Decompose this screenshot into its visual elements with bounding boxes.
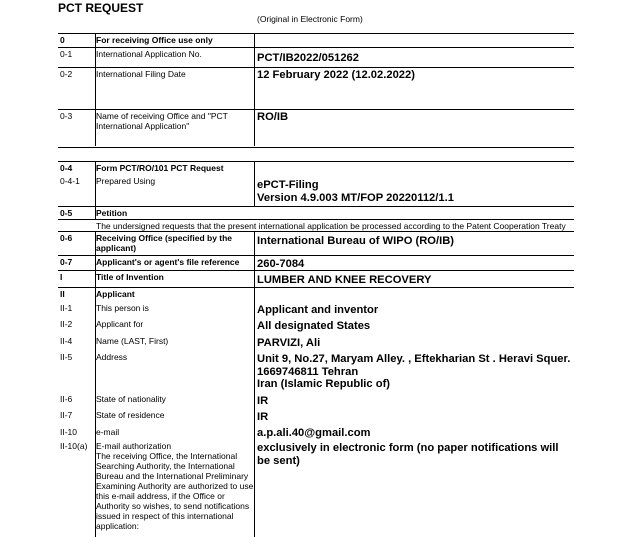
row-0-2 bbox=[58, 67, 574, 110]
column-divider bbox=[95, 231, 96, 537]
row-label: Form PCT/RO/101 PCT Request bbox=[96, 163, 224, 173]
row-number: II-10(a) bbox=[60, 441, 88, 451]
row-number: II-10 bbox=[60, 427, 78, 437]
prepared-using-value: ePCT-Filing Version 4.9.003 MT/FOP 20220112/1.1 bbox=[257, 179, 454, 204]
row-label: Applicant for bbox=[96, 319, 144, 329]
international-application-number: PCT/IB2022/051262 bbox=[257, 52, 359, 64]
applicant-role: Applicant and inventor bbox=[257, 304, 379, 316]
email-authorization-value: exclusively in electronic form (no paper notifications will be sent) bbox=[257, 442, 559, 467]
row-label: Title of Invention bbox=[96, 272, 164, 282]
applicant-email: a.p.ali.40@gmail.com bbox=[257, 427, 371, 439]
row-II-1 bbox=[58, 302, 574, 318]
petition-text: The undersigned requests that the present international application be processed according to the Patent Cooperation Treaty bbox=[96, 221, 566, 231]
row-number: 0-7 bbox=[60, 257, 73, 267]
row-label: Name (LAST, First) bbox=[96, 336, 169, 346]
row-II-6 bbox=[58, 393, 574, 410]
international-filing-date: 12 February 2022 (12.02.2022) bbox=[257, 69, 415, 81]
row-label: For receiving Office use only bbox=[96, 35, 213, 45]
row-label: Applicant bbox=[96, 289, 135, 299]
row-II-4 bbox=[58, 335, 574, 352]
row-label: Prepared Using bbox=[96, 176, 156, 186]
file-reference: 260-7084 bbox=[257, 258, 305, 270]
row-label: International Filing Date bbox=[96, 69, 186, 79]
row-label: This person is bbox=[96, 303, 149, 313]
row-0-3 bbox=[58, 109, 574, 148]
row-number: 0-3 bbox=[60, 111, 73, 121]
row-number: 0-5 bbox=[60, 208, 73, 218]
applicant-address: Unit 9, No.27, Maryam Alley. , Eftekharian St . Heravi Squer. 1669746811 Tehran Iran (Islamic Republic of) bbox=[257, 353, 571, 390]
row-number: II-4 bbox=[60, 336, 73, 346]
row-number: II-7 bbox=[60, 410, 73, 420]
row-label: International Application No. bbox=[96, 49, 202, 59]
row-II-10 bbox=[58, 426, 574, 440]
column-divider bbox=[95, 161, 96, 219]
column-divider bbox=[254, 33, 255, 146]
row-number: 0-6 bbox=[60, 233, 73, 243]
row-number: II bbox=[60, 289, 65, 299]
column-divider bbox=[254, 161, 255, 206]
row-II-2 bbox=[58, 318, 574, 335]
row-label: e-mail bbox=[96, 427, 120, 437]
row-number: 0-4 bbox=[60, 163, 73, 173]
row-number: 0-2 bbox=[60, 69, 73, 79]
row-number: II-1 bbox=[60, 303, 73, 313]
row-0-4-1 bbox=[58, 175, 574, 206]
row-label: Applicant's or agent's file reference bbox=[96, 257, 240, 267]
row-0-7 bbox=[58, 255, 574, 271]
row-I bbox=[58, 270, 574, 288]
row-label: State of residence bbox=[96, 410, 165, 420]
row-0-1 bbox=[58, 47, 574, 68]
row-number: 0 bbox=[60, 35, 65, 45]
row-number: II-5 bbox=[60, 352, 73, 362]
applicant-for: All designated States bbox=[257, 320, 371, 332]
row-label: State of nationality bbox=[96, 394, 166, 404]
row-II bbox=[58, 287, 574, 301]
column-divider bbox=[95, 33, 96, 146]
row-0-4 bbox=[58, 161, 574, 176]
row-number: I bbox=[60, 272, 63, 282]
row-number: 0-4-1 bbox=[60, 176, 80, 186]
page-subtitle: (Original in Electronic Form) bbox=[257, 14, 363, 24]
row-0-5 bbox=[58, 206, 574, 220]
email-authorization-detail: The receiving Office, the International Searching Authority, the International Bureau and the International Preliminary Examining Authority are authorized to use this e-mail address, if the Office or Authority so wishes, to send notifications issued in respect of this international application: bbox=[96, 451, 254, 531]
row-II-5 bbox=[58, 351, 574, 393]
receiving-office-specified: International Bureau of WIPO (RO/IB) bbox=[257, 235, 455, 247]
page-title: PCT REQUEST bbox=[58, 1, 144, 15]
row-label: Receiving Office (specified by the applicant) bbox=[96, 233, 233, 253]
row-II-7 bbox=[58, 409, 574, 426]
column-divider bbox=[254, 231, 255, 537]
row-label: Address bbox=[96, 352, 128, 362]
applicant-name: PARVIZI, Ali bbox=[257, 337, 321, 349]
row-number: II-6 bbox=[60, 394, 73, 404]
row-0-6 bbox=[58, 231, 574, 256]
row-II-10a bbox=[58, 440, 574, 537]
row-label: Petition bbox=[96, 208, 128, 218]
row-number: 0-1 bbox=[60, 49, 73, 59]
receiving-office-name: RO/IB bbox=[257, 111, 289, 123]
row-number: II-2 bbox=[60, 319, 73, 329]
row-label: E-mail authorization The receiving Office, the International Searching Authority, the International Bureau and the International Preliminary Examining Authority are authorized to use this e-mail address, if the Office or Authority so wishes, to send notifications issued in respect of this international application: bbox=[96, 441, 254, 531]
row-label: Name of receiving Office and "PCT International Application" bbox=[96, 111, 228, 131]
row-0 bbox=[58, 33, 574, 48]
state-of-residence: IR bbox=[257, 411, 269, 423]
state-of-nationality: IR bbox=[257, 395, 269, 407]
title-of-invention: LUMBER AND KNEE RECOVERY bbox=[257, 274, 432, 286]
